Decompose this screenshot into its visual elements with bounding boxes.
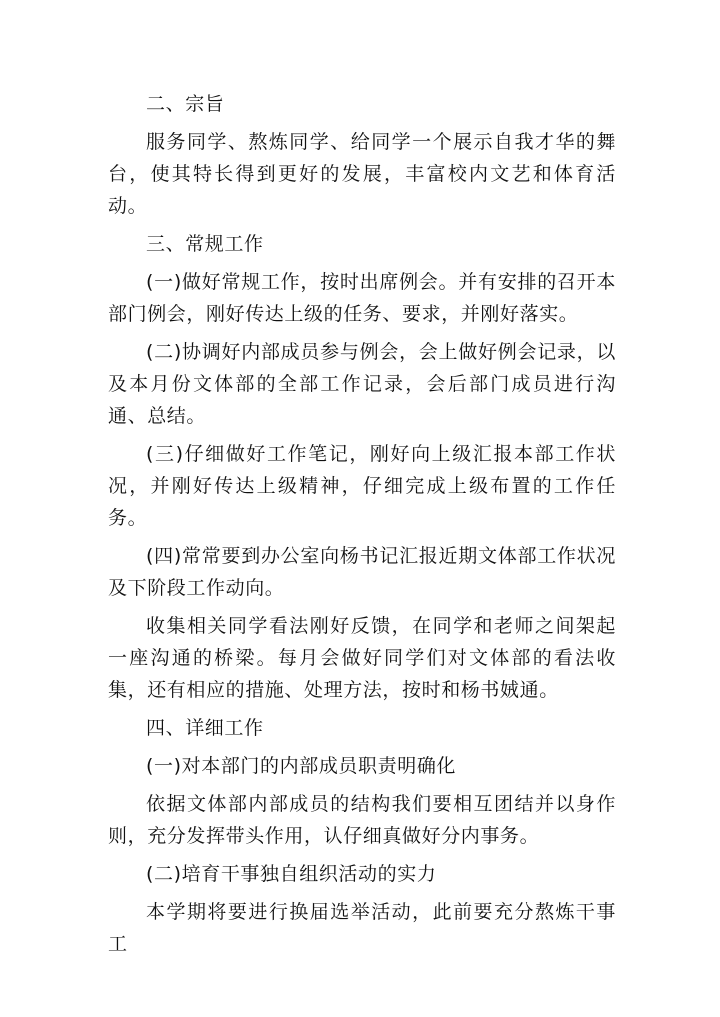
paragraph: (四)常常要到办公室向杨书记汇报近期文体部工作状况及下阶段工作动向。 [108, 545, 616, 599]
paragraph: 依据文体部内部成员的结构我们要相互团结并以身作则，充分发挥带头作用，认仔细真做好分内事务。 [108, 793, 616, 847]
document-page [108, 88, 616, 966]
paragraph: (二)协调好内部成员参与例会，会上做好例会记录，以及本月份文体部的全部工作记录，会后部门成员进行沟通、总结。 [108, 341, 616, 427]
section-heading-purpose: 二、宗旨 [146, 93, 225, 115]
paragraph: 本学期将要进行换届选举活动，此前要充分熬炼干事工 [108, 901, 616, 955]
section-heading-detailed-work: 四、详细工作 [146, 717, 264, 739]
paragraph: 收集相关同学看法刚好反馈，在同学和老师之间架起一座沟通的桥梁。每月会做好同学们对文体部的看法收集，还有相应的措施、处理方法，按时和杨书娀通。 [108, 615, 616, 701]
paragraph: 服务同学、熬炼同学、给同学一个展示自我才华的舞台，使其特长得到更好的发展，丰富校内文艺和体育活动。 [108, 131, 616, 217]
paragraph: (三)仔细做好工作笔记，刚好向上级汇报本部工作状况，并刚好传达上级精神，仔细完成上级布置的工作任务。 [108, 443, 616, 529]
paragraph: (一)对本部门的内部成员职责明确化 [146, 755, 457, 777]
section-heading-routine-work: 三、常规工作 [146, 233, 264, 255]
paragraph: (一)做好常规工作，按时出席例会。并有安排的召开本部门例会，刚好传达上级的任务、要求，并刚好落实。 [108, 271, 616, 325]
paragraph: (二)培育干事独自组织活动的实力 [146, 863, 437, 885]
